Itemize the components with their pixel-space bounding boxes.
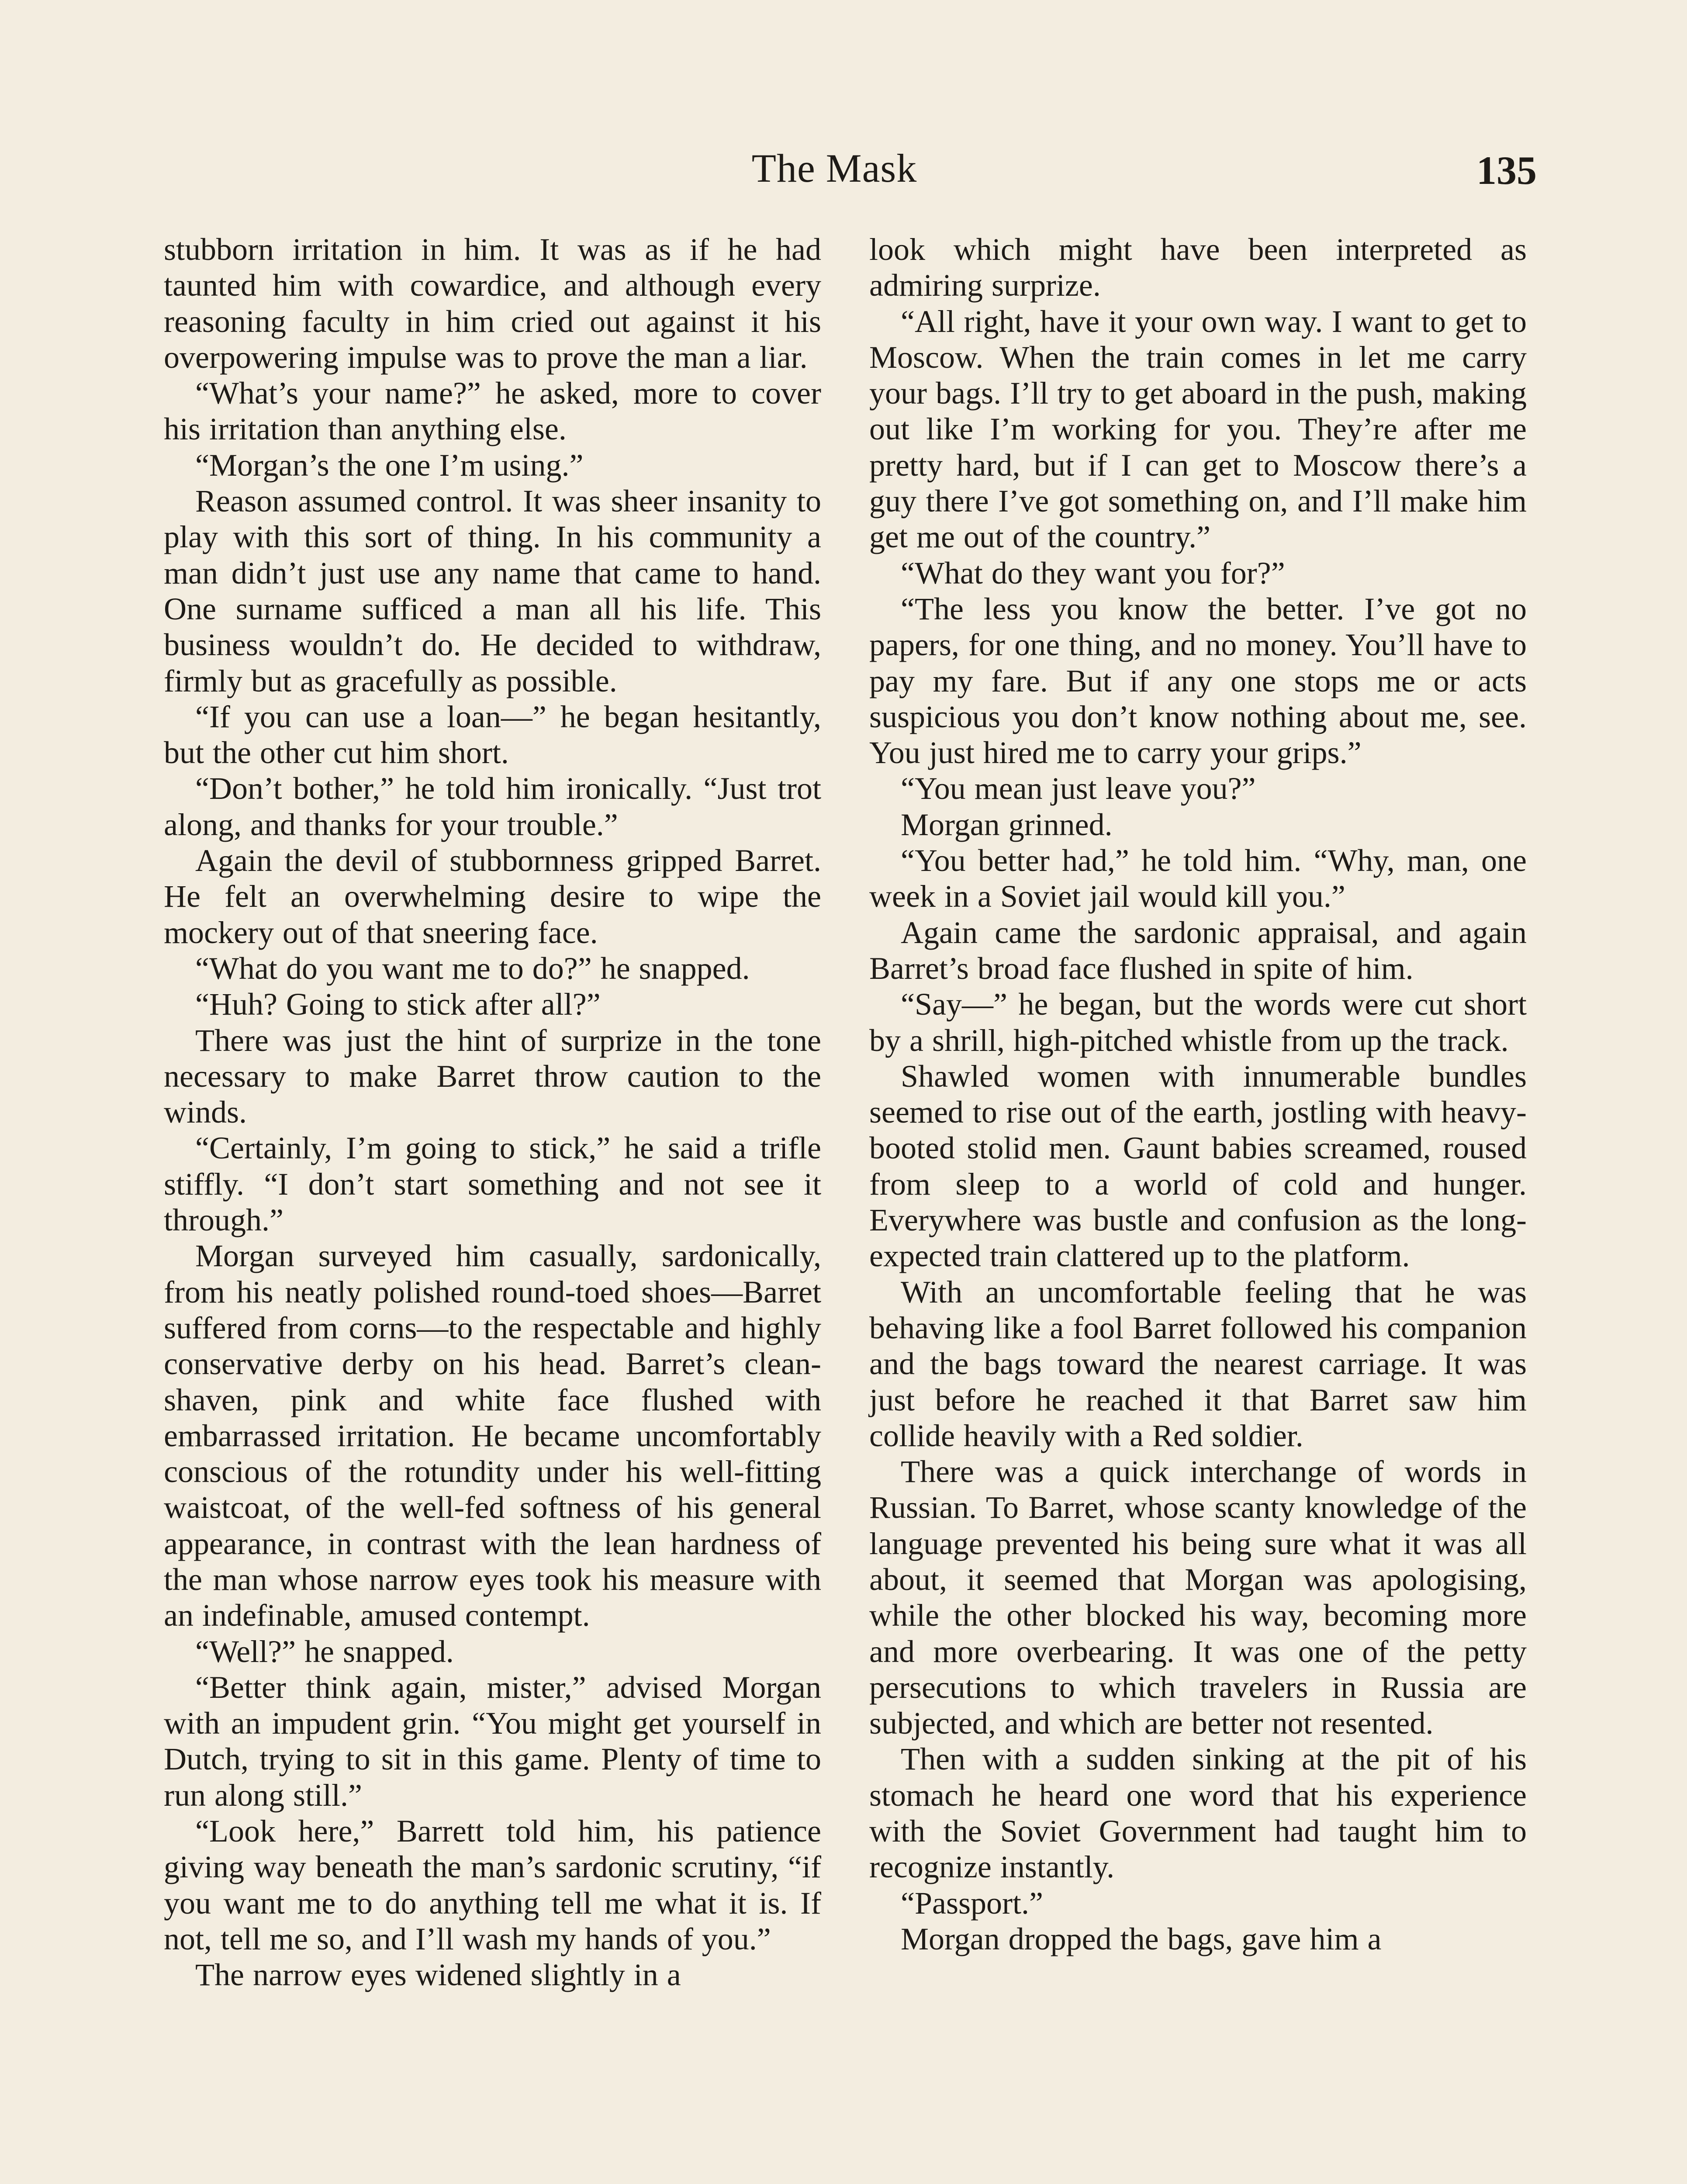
paragraph: stubborn irritation in him. It was as if he had taunted him with cowardice, and although every reasoning faculty in him cried out against it his overpowering impulse was to prove the man a liar. (164, 232, 821, 375)
paragraph: “Don’t bother,” he told him ironically. “Just trot along, and thanks for your trouble.” (164, 771, 821, 842)
paragraph: There was a quick interchange of words in Russian. To Barret, whose scanty knowledge of the language prevented his being sure what it was all about, it seemed that Morgan was apologising, while the other blocked his way, becoming more and more overbearing. It was one of the petty persecutions to which travelers in Russia are subjected, and which are better not resented. (869, 1454, 1527, 1741)
paragraph: “Say—” he began, but the words were cut short by a shrill, high-pitched whistle from up the track. (869, 987, 1527, 1058)
paragraph: With an uncomfortable feeling that he was behaving like a fool Barret followed his companion and the bags toward the nearest carriage. It was just before he reached it that Barret saw him collide heavily with a Red soldier. (869, 1274, 1527, 1453)
paragraph: Morgan dropped the bags, gave him a (901, 1921, 1382, 1956)
paragraph: “Huh? Going to stick after all?” (195, 987, 601, 1022)
paragraph: Again the devil of stubbornness gripped Barret. He felt an overwhelming desire to wipe the mockery out of that sneering face. (164, 843, 821, 950)
paragraph: The narrow eyes widened slightly in a (195, 1957, 681, 1993)
paragraph: “Better think again, mister,” advised Morgan with an impudent grin. “You might get yourself in Dutch, trying to sit in this game. Plenty of time to run along still.” (164, 1669, 821, 1813)
paragraph: “What do you want me to do?” he snapped. (195, 950, 750, 986)
paragraph: “Certainly, I’m going to stick,” he said a trifle stiffly. “I don’t start something and not see it through.” (164, 1130, 821, 1238)
paragraph: Again came the sardonic appraisal, and again Barret’s broad face flushed in spite of him. (869, 915, 1527, 986)
right-column (869, 232, 1527, 1957)
paragraph: look which might have been interpreted as admiring surprize. (869, 232, 1527, 303)
paragraph: “Passport.” (901, 1885, 1043, 1921)
paragraph: Shawled women with innumerable bundles seemed to rise out of the earth, jostling with heavy-booted stolid men. Gaunt babies screamed, roused from sleep to a world of cold and hunger. Everywhere was bustle and confusion as the long-expected train clattered up to the platform. (869, 1058, 1527, 1274)
paragraph: “Well?” he snapped. (195, 1634, 454, 1669)
paragraph: “If you can use a loan—” he began hesitantly, but the other cut him short. (164, 699, 821, 771)
paragraph: “Morgan’s the one I’m using.” (195, 447, 584, 483)
paragraph: “You better had,” he told him. “Why, man, one week in a Soviet jail would kill you.” (869, 843, 1527, 914)
paragraph: “What’s your name?” he asked, more to cover his irritation than anything else. (164, 376, 821, 447)
paragraph: Then with a sudden sinking at the pit of his stomach he heard one word that his experience with the Soviet Government had taught him to recognize instantly. (869, 1742, 1527, 1885)
paragraph: “All right, have it your own way. I want to get to Moscow. When the train comes in let me carry your bags. I’ll try to get aboard in the push, making out like I’m working for you. They’re after me pretty hard, but if I can get to Moscow there’s a guy there I’ve got something on, and I’ll make him get me out of the country.” (869, 304, 1527, 555)
paragraph: Reason assumed control. It was sheer insanity to play with this sort of thing. In his community a man didn’t just use any name that came to hand. One surname sufficed a man all his life. This business wouldn’t do. He decided to withdraw, firmly but as gracefully as possible. (164, 484, 821, 698)
paragraph: Morgan surveyed him casually, sardonically, from his neatly polished round-toed shoes—Barret suffered from corns—to the respectable and highly conservative derby on his head. Barret’s clean-shaven, pink and white face flushed with embarrassed irritation. He became uncomfortably conscious of the rotundity under his well-fitting waistcoat, of the well-fed softness of his general appearance, in contrast with the lean hardness of the man whose narrow eyes took his measure with an indefinable, amused contempt. (164, 1238, 821, 1633)
paragraph: There was just the hint of surprize in the tone necessary to make Barret throw caution to the winds. (164, 1023, 821, 1130)
paragraph: Morgan grinned. (901, 807, 1113, 842)
paragraph: “What do they want you for?” (901, 555, 1285, 591)
paragraph: “The less you know the better. I’ve got no papers, for one thing, and no money. You’ll have to pay my fare. But if any one stops me or acts suspicious you don’t know nothing about me, see. You just hired me to carry your grips.” (869, 591, 1527, 771)
left-column (164, 232, 821, 1993)
running-header-title: The Mask (751, 146, 917, 190)
paragraph: “Look here,” Barrett told him, his patience giving way beneath the man’s sardonic scrutiny, “if you want me to do anything tell me what it is. If not, tell me so, and I’ll wash my hands of you.” (164, 1814, 821, 1956)
page-number: 135 (1476, 148, 1537, 193)
paragraph: “You mean just leave you?” (901, 771, 1256, 806)
